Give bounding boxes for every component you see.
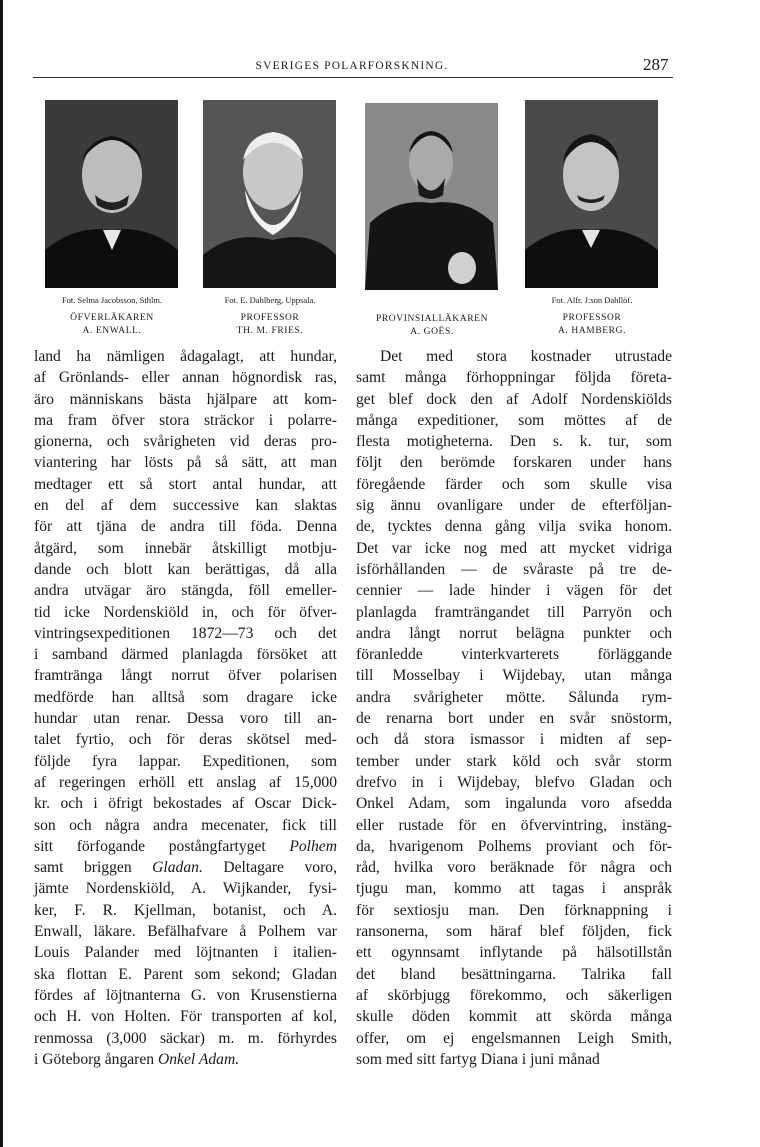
text-segment: son och några andra mecenater, fick till (34, 816, 337, 834)
text-line (34, 857, 337, 878)
text-line (356, 772, 672, 793)
text-segment: äro människans bästa hjälpare att kom- (34, 390, 337, 408)
text-line (34, 665, 337, 686)
text-line (356, 516, 672, 537)
text-segment: följde fyra lappar. Expeditionen, som (34, 752, 337, 770)
text-line (356, 1006, 672, 1027)
caption-name: TH. M. FRIES. (236, 326, 304, 336)
photo-credit: Fot. Alfr. J:son Dahllöf. (551, 295, 633, 305)
text-line (356, 410, 672, 431)
text-line (34, 772, 337, 793)
text-segment: ett ogynnsamt inflytande på hälsotillstån (356, 944, 672, 962)
text-line (356, 857, 672, 878)
text-segment: skulle döden kommit att skörda många (356, 1008, 672, 1026)
text-line (356, 1049, 672, 1070)
text-line (356, 474, 672, 495)
text-line (34, 921, 337, 942)
text-line (34, 942, 337, 963)
text-segment: de renarna bort under en svår snöstorm, (356, 710, 672, 728)
text-segment: i samband därmed planlagda försöket att (34, 646, 337, 664)
text-segment: sig ännu ovanligare under de efterföljan- (356, 497, 672, 515)
text-segment: andra långt norrut belägna punkter och (356, 624, 672, 642)
text-segment: till Mosselbay i Wijdebay, utan många (356, 667, 672, 685)
text-line (356, 602, 672, 623)
text-line (356, 431, 672, 452)
text-segment: ma fram öfver stora sträckor i polarre- (34, 411, 337, 429)
text-line (356, 623, 672, 644)
text-line (356, 644, 672, 665)
text-segment: drefvo in i Wijdebay, blefvo Gladan och (356, 773, 672, 791)
text-line (356, 580, 672, 601)
portrait-photo-goes (365, 103, 498, 290)
portrait-caption-hamberg (507, 294, 677, 338)
text-line (356, 878, 672, 899)
text-line (34, 729, 337, 750)
text-segment: jämte Nordenskiöld, A. Wijkander, fysi- (34, 880, 337, 898)
photo-credit: Fot. E. Dahlberg, Uppsala. (224, 295, 316, 305)
text-line (34, 708, 337, 729)
text-line (356, 921, 672, 942)
text-segment: gionerna, och svårigheten vid deras pro- (34, 433, 337, 451)
text-segment: och H. von Holten. För transporten af kol, (34, 1008, 337, 1026)
text-line (356, 452, 672, 473)
text-segment: tjugu man, kommo att tagas i anspråk (356, 880, 672, 898)
text-line (34, 410, 337, 431)
text-line (34, 751, 337, 772)
text-segment: råd, hvilka voro beräknade för några och (356, 859, 672, 877)
text-segment: de, tycktes denna gång vilja svika honom. (356, 518, 672, 536)
text-segment: renmossa (3,000 säckar) m. m. förhyrdes (34, 1029, 337, 1047)
text-segment: medförde han alltså som dragare icke (34, 688, 337, 706)
photo-credit: Fot. Selma Jacobsson, Sthlm. (61, 295, 163, 305)
text-line (34, 452, 337, 473)
text-segment: föregående färder och som skulle visa (356, 475, 672, 493)
text-segment: flesta motigheterna. Den s. k. tur, som (356, 433, 672, 451)
text-segment: isförhållanden — de svåraste på tre de- (356, 560, 672, 578)
text-line (34, 964, 337, 985)
portrait-photo-enwall (45, 100, 178, 288)
text-line (356, 942, 672, 963)
text-segment: samt briggen (34, 859, 153, 877)
text-segment: föranledde vinterkvarterets förläggande (356, 646, 672, 664)
text-line (34, 602, 337, 623)
text-line (34, 389, 337, 410)
text-segment: af skörbjugg förekommo, och säkerligen (356, 986, 672, 1004)
text-segment: medtager ett så stort antal hundar, att (34, 475, 337, 493)
text-line (356, 836, 672, 857)
text-segment: samt många förhoppningar följda företa- (356, 369, 672, 387)
text-segment: Onkel Adam, som ingalunda voro afsedda (356, 795, 672, 813)
text-line (356, 1028, 672, 1049)
text-segment: många expeditioner, som möttes af de (356, 411, 672, 429)
text-segment: för att tjäna de andra till föda. Denna (34, 518, 337, 536)
text-line (356, 729, 672, 750)
text-segment: land ha nämligen ådagalagt, att hundar, (34, 348, 337, 365)
portrait-caption-goes (347, 313, 517, 339)
text-line (34, 1028, 337, 1049)
text-segment: get blef dock den af Adolf Nordenskiölds (356, 390, 672, 408)
caption-name: A. ENWALL. (82, 326, 142, 336)
text-line (356, 964, 672, 985)
text-segment: talet fyrtio, och för deras skötsel med- (34, 731, 337, 749)
text-line (356, 815, 672, 836)
text-line (356, 538, 672, 559)
text-segment: kr. och i öfrigt bekostades af Oscar Dick- (34, 795, 337, 813)
text-segment: Enwall, läkare. Befälhafvare å Polhem var (34, 923, 337, 941)
text-segment: det bland besättningarna. Talrika fall (356, 965, 672, 983)
text-segment: för sextiosju man. Den förknappning i (356, 901, 672, 919)
caption-title: PROFESSOR (562, 313, 622, 323)
text-segment: fördes af löjtnanterna G. von Krusenstierna (34, 986, 337, 1004)
text-segment: ker, F. R. Kjellman, botanist, och A. (34, 901, 337, 919)
portrait-caption-fries (185, 294, 355, 338)
text-line (356, 367, 672, 388)
text-line (34, 623, 337, 644)
text-line (34, 474, 337, 495)
text-segment: Det var icke nog med att mycket vidriga (356, 539, 672, 557)
text-line (34, 1006, 337, 1027)
text-segment: af Grönlands- eller annan högnordisk ras, (34, 369, 337, 387)
text-segment: da, hvarigenom Polhems proviant och för- (356, 837, 672, 855)
text-segment: Det med stora kostnader utrustade (380, 348, 672, 365)
text-line (34, 878, 337, 899)
text-line (356, 687, 672, 708)
text-segment: cennier — lade hinder i vägen för det (356, 582, 672, 600)
text-line (34, 644, 337, 665)
text-line (34, 559, 337, 580)
text-line (34, 793, 337, 814)
text-line (356, 495, 672, 516)
text-segment: viantering har lösts på så sätt, att man (34, 454, 337, 472)
text-line (34, 538, 337, 559)
text-segment: som med sitt fartyg Diana i juni månad (356, 1050, 600, 1068)
text-line (34, 687, 337, 708)
text-line (356, 793, 672, 814)
text-segment: eller rustade för en öfvervintring, instäng- (356, 816, 672, 834)
page-number: 287 (643, 55, 669, 74)
text-line (34, 495, 337, 516)
text-segment: sitt förfogande postångfartyget (34, 837, 290, 855)
text-line (34, 346, 337, 367)
text-line (356, 985, 672, 1006)
text-line (34, 431, 337, 452)
text-line (34, 985, 337, 1006)
text-segment: af regeringen erhöll ett anslag af 15,000 (34, 773, 337, 791)
text-segment: offer, om ej engelsmannen Leigh Smith, (356, 1029, 672, 1047)
text-segment: ransonerna, som häraf blef följden, fick (356, 923, 672, 941)
text-segment: tid icke Nordenskiöld in, och för öfver- (34, 603, 337, 621)
text-line (356, 665, 672, 686)
text-segment: Louis Palander med löjtnanten i italien- (34, 944, 337, 962)
text-segment: hundar utan renar. Dessa voro till an- (34, 710, 337, 728)
portrait-photo-hamberg (525, 100, 658, 288)
text-segment: planlagda framträngandet till Parryön och (356, 603, 672, 621)
portrait-photo-fries (203, 100, 336, 288)
running-title: SVERIGES POLARFORSKNING. (255, 60, 449, 72)
text-line (34, 580, 337, 601)
text-segment: vintringsexpeditionen 1872—73 och det (34, 624, 337, 642)
text-segment: tember under stark köld och svår storm (356, 752, 672, 770)
text-column-right (356, 346, 672, 1070)
text-line (356, 751, 672, 772)
text-segment: följt den berömde forskaren under hans (356, 454, 672, 472)
caption-name: A. GOËS. (410, 327, 454, 337)
text-segment: i Göteborg ångaren (34, 1050, 158, 1068)
portrait-caption-enwall (27, 294, 197, 338)
caption-title: PROFESSOR (240, 313, 300, 323)
text-line (356, 389, 672, 410)
text-line (356, 708, 672, 729)
text-line (34, 367, 337, 388)
text-line (34, 516, 337, 537)
text-segment: andra svårigheter mötte. Sålunda rym- (356, 688, 672, 706)
text-line (356, 346, 672, 367)
text-line (34, 836, 337, 857)
italic-text: Onkel Adam. (158, 1050, 240, 1068)
text-column-left (34, 346, 337, 1070)
caption-name: A. HAMBERG. (557, 326, 627, 336)
text-line (34, 815, 337, 836)
caption-title: ÖFVERLÄKAREN (70, 313, 154, 323)
text-segment: andra utvägar äro stängda, föll emeller- (34, 582, 337, 600)
text-segment: ska flottan E. Parent som sekond; Gladan (34, 965, 337, 983)
header-rule (33, 77, 673, 78)
text-segment: Deltagare voro, (202, 859, 337, 877)
text-segment: åtgärd, som innebär åtskilligt motbju- (34, 539, 337, 557)
text-segment: och då stora ismassor i midten af sep- (356, 731, 672, 749)
italic-text: Gladan. (152, 859, 203, 877)
text-segment: dande och blott kan berättigas, då alla (34, 560, 337, 578)
text-line (356, 559, 672, 580)
text-segment: en del af dem successive kan slaktas (34, 497, 337, 515)
text-line (34, 1049, 337, 1070)
scan-edge (0, 0, 3, 1147)
caption-title: PROVINSIALLÄKAREN (375, 314, 489, 324)
text-segment: framtränga långt norrut öfver polarisen (34, 667, 337, 685)
text-line (356, 900, 672, 921)
italic-text: Polhem (289, 837, 337, 855)
text-line (34, 900, 337, 921)
